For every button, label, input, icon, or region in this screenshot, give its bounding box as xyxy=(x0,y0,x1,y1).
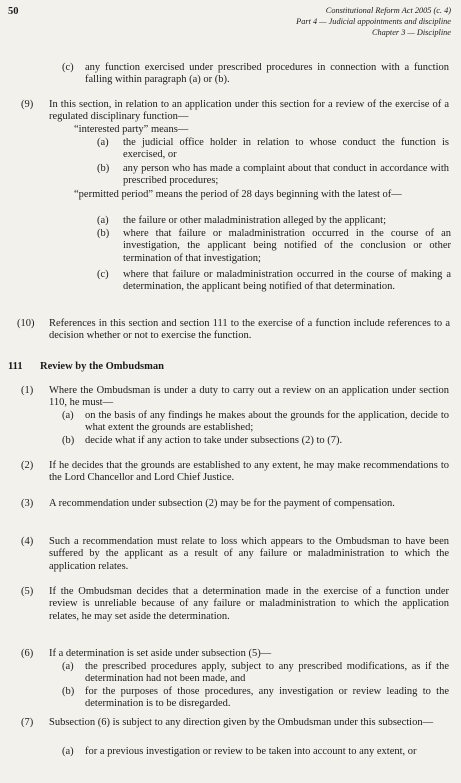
subsection-text: If the Ombudsman decides that a determination made in the exercise of a function under review is unreliable because of any failure or maladministration to which the application relates, he may set aside the determination. xyxy=(49,586,449,622)
paragraph-label: (c) xyxy=(62,62,74,73)
subsection-number: (4) xyxy=(21,536,34,547)
paragraph-label: (a) xyxy=(97,137,109,148)
paragraph-text: where that failure or maladministration occurred in the course of making a determination, the applicant being notified of that determination. xyxy=(123,269,451,293)
running-head xyxy=(296,5,451,38)
subsection-text: References in this section and section 111 to the exercise of a function include references to a decision whether or not to exercise the function. xyxy=(49,318,450,342)
subsection-number: (3) xyxy=(21,498,34,509)
subsection-text: In this section, in relation to an application under this section for a review of the exercise of a regulated disciplinary function— xyxy=(49,99,449,123)
running-head-part: Part 4 — Judicial appointments and discipline xyxy=(296,17,451,26)
paragraph-label: (a) xyxy=(62,746,74,757)
paragraph-text: the failure or other maladministration alleged by the applicant; xyxy=(123,215,386,226)
subsection-text: Subsection (6) is subject to any direction given by the Ombudsman under this subsection— xyxy=(49,717,434,728)
paragraph-text: on the basis of any findings he makes about the grounds for the application, decide to what extent the grounds are established; xyxy=(85,410,449,434)
paragraph-label: (b) xyxy=(62,435,75,446)
paragraph-text: where that failure or maladministration occurred in the course of an investigation, the applicant being notified of the conclusion or other termination of that investigation; xyxy=(123,228,451,264)
subsection-text: A recommendation under subsection (2) may be for the payment of compensation. xyxy=(49,498,395,509)
subsection-text: Where the Ombudsman is under a duty to carry out a review on an application under section 110, he must— xyxy=(49,385,449,409)
running-head-chapter: Chapter 3 — Discipline xyxy=(371,28,451,37)
subsection-text: If he decides that the grounds are established to any extent, he may make recommendations to the Lord Chancellor and Lord Chief Justice. xyxy=(49,460,449,484)
section-heading: Review by the Ombudsman xyxy=(40,361,164,372)
subsection-text: If a determination is set aside under subsection (5)— xyxy=(49,648,272,659)
subsection-number: (2) xyxy=(21,460,34,471)
subsection-number: (9) xyxy=(21,99,34,110)
subsection-number: (6) xyxy=(21,648,34,659)
subsection-number: (7) xyxy=(21,717,34,728)
paragraph-text: the prescribed procedures apply, subject to any prescribed modifications, as if the determination had not been made, and xyxy=(85,661,449,685)
running-head-act: Constitutional Reform Act 2005 (c. 4) xyxy=(325,6,451,15)
paragraph-text: the judicial office holder in relation to whose conduct the function is exercised, or xyxy=(123,137,449,161)
paragraph-text: for a previous investigation or review to be taken into account to any extent, or xyxy=(85,746,417,757)
paragraph-label: (b) xyxy=(97,163,110,174)
subsection-text: Such a recommendation must relate to loss which appears to the Ombudsman to have been suffered by the applicant as a result of any failure or maladministration to which the application relates. xyxy=(49,536,449,572)
paragraph-text: for the purposes of those procedures, any investigation or review leading to the determination is to be disregarded. xyxy=(85,686,449,710)
paragraph-text: any function exercised under prescribed procedures in connection with a function falling within paragraph (a) or (b). xyxy=(85,62,449,86)
definition-term: “interested party” means— xyxy=(74,124,189,135)
paragraph-text: any person who has made a complaint about that conduct in accordance with prescribed procedures; xyxy=(123,163,449,187)
subsection-number: (1) xyxy=(21,385,34,396)
subsection-number: (5) xyxy=(21,586,34,597)
paragraph-label: (a) xyxy=(62,661,74,672)
section-number: 111 xyxy=(8,361,23,372)
subsection-number: (10) xyxy=(17,318,35,329)
paragraph-label: (a) xyxy=(97,215,109,226)
paragraph-label: (c) xyxy=(97,269,109,280)
paragraph-label: (b) xyxy=(97,228,110,239)
paragraph-label: (b) xyxy=(62,686,75,697)
paragraph-text: decide what if any action to take under subsections (2) to (7). xyxy=(85,435,343,446)
paragraph-label: (a) xyxy=(62,410,74,421)
page-number: 50 xyxy=(8,6,19,17)
definition-term: “permitted period” means the period of 28 days beginning with the latest of— xyxy=(74,189,402,200)
